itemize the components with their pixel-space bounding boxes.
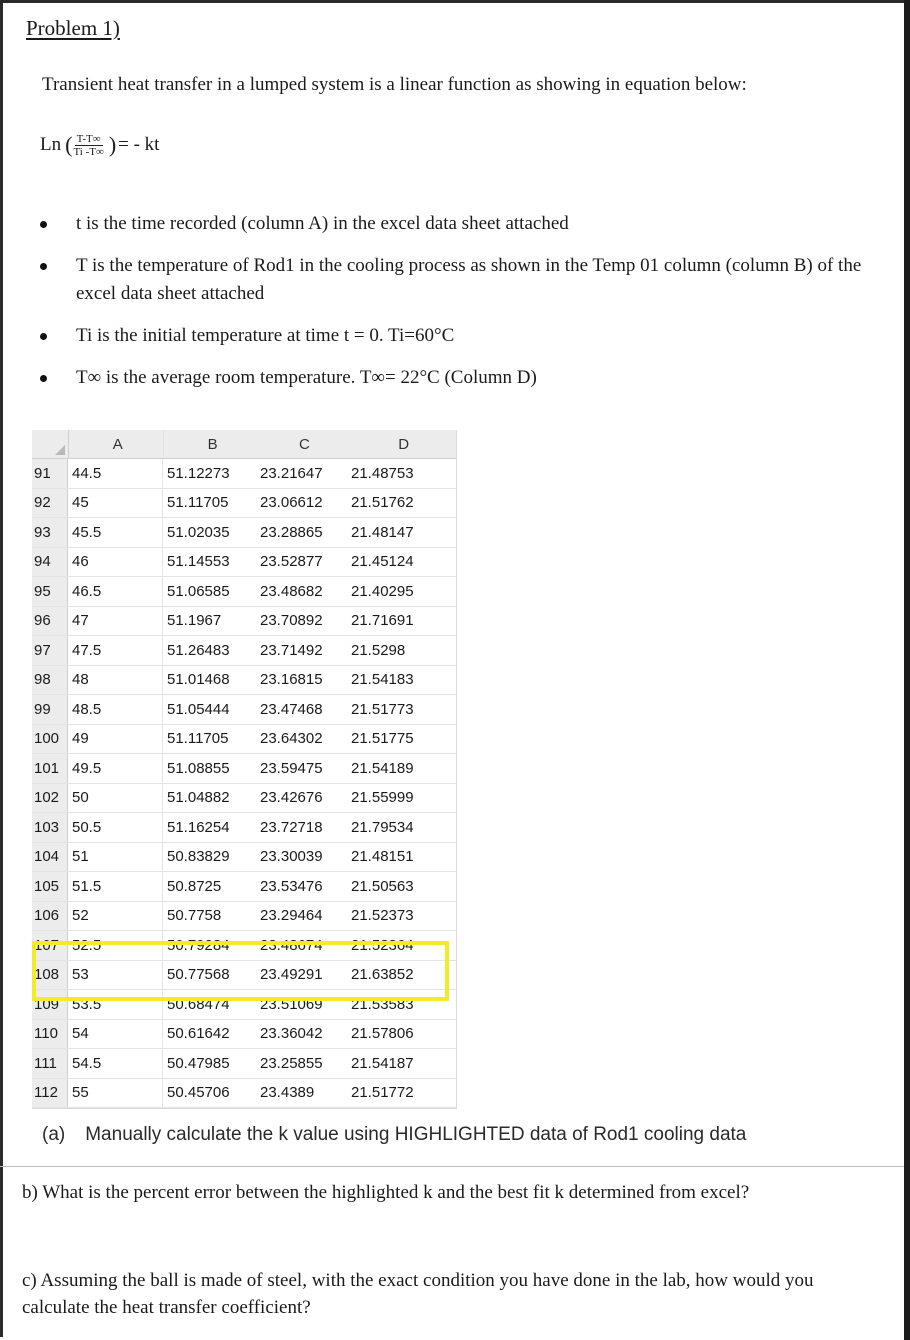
- equation-close-paren: ): [108, 132, 117, 157]
- table-row: [32, 695, 456, 725]
- table-row: [32, 990, 456, 1020]
- row-number: 99: [32, 695, 68, 724]
- bullet-text: T is the temperature of Rod1 in the cooling process as shown in the Temp 01 column (column B) of the excel data sheet attached: [76, 255, 862, 304]
- cell-a: 48.5: [68, 695, 163, 724]
- cell-c: 23.53476: [260, 877, 323, 895]
- cell-a: 48: [68, 666, 163, 695]
- column-header-d: D: [398, 435, 410, 453]
- row-number: 102: [32, 784, 68, 813]
- cell-d: 21.48151: [351, 848, 414, 866]
- intro-text: Transient heat transfer in a lumped system is a linear function as showing in equation below:: [42, 74, 747, 95]
- table-row: [32, 813, 456, 843]
- cell-b: 51.26483: [167, 641, 230, 659]
- cell-b: 50.45706: [167, 1084, 230, 1102]
- cell-d: 21.53583: [351, 995, 414, 1013]
- cell-c: 23.06612: [260, 494, 323, 512]
- bullet-icon: [40, 221, 47, 228]
- equation-numerator: T-T∞: [76, 132, 101, 145]
- cell-d: 21.52373: [351, 907, 414, 925]
- list-item: [36, 210, 896, 238]
- bullet-text: T∞ is the average room temperature. T∞= 22°C (Column D): [76, 367, 537, 388]
- cell-c: 23.16815: [260, 671, 323, 689]
- table-row: [32, 961, 456, 991]
- cell-a: 47.5: [68, 636, 163, 665]
- cell-d: 21.54187: [351, 1054, 414, 1072]
- cell-a: 53.5: [68, 990, 163, 1019]
- table-row: [32, 577, 456, 607]
- row-number: 105: [32, 872, 68, 901]
- list-item: [36, 322, 896, 350]
- cell-d: 21.40295: [351, 582, 414, 600]
- bullet-icon: [40, 333, 47, 340]
- cell-d: 21.54183: [351, 671, 414, 689]
- cell-d: 21.51772: [351, 1084, 414, 1102]
- cell-c: 23.48674: [260, 936, 323, 954]
- table-row: [32, 784, 456, 814]
- row-number: 95: [32, 577, 68, 606]
- cell-b: 51.1967: [167, 612, 222, 630]
- cell-c: 23.42676: [260, 789, 323, 807]
- select-all-corner: [32, 430, 69, 458]
- cell-d: 21.71691: [351, 612, 414, 630]
- row-number: 93: [32, 518, 68, 547]
- table-row: [32, 754, 456, 784]
- cell-c: 23.29464: [260, 907, 323, 925]
- definition-list: [36, 210, 896, 406]
- row-number: 98: [32, 666, 68, 695]
- cell-d: 21.55999: [351, 789, 414, 807]
- question-b: b) What is the percent error between the highlighted k and the best fit k determined from excel?: [22, 1182, 750, 1203]
- cell-c: 23.72718: [260, 818, 323, 836]
- question-a-label: (a): [42, 1124, 66, 1145]
- table-row: [32, 931, 456, 961]
- table-row: [32, 607, 456, 637]
- list-item: [36, 252, 896, 308]
- cell-d: 21.63852: [351, 966, 414, 984]
- cell-c: 23.48682: [260, 582, 323, 600]
- row-number: 108: [32, 961, 68, 990]
- row-number: 96: [32, 607, 68, 636]
- table-row: [32, 1020, 456, 1050]
- cell-b: 51.08855: [167, 759, 230, 777]
- cell-a: 54.5: [68, 1049, 163, 1078]
- cell-a: 52: [68, 902, 163, 931]
- equation-denominator: Ti -T∞: [73, 145, 104, 158]
- cell-c: 23.21647: [260, 464, 323, 482]
- cell-d: 21.51775: [351, 730, 414, 748]
- cell-d: 21.48147: [351, 523, 414, 541]
- cell-b: 51.01468: [167, 671, 230, 689]
- column-header-c: C: [298, 435, 310, 453]
- cell-b: 51.04882: [167, 789, 230, 807]
- row-number: 94: [32, 548, 68, 577]
- bullet-icon: [40, 263, 47, 270]
- cell-a: 50.5: [68, 813, 163, 842]
- cell-a: 50: [68, 784, 163, 813]
- cell-c: 23.59475: [260, 759, 323, 777]
- table-row: [32, 548, 456, 578]
- cell-d: 21.5298: [351, 641, 406, 659]
- cell-a: 53: [68, 961, 163, 990]
- cell-d: 21.45124: [351, 553, 414, 571]
- table-row: [32, 666, 456, 696]
- cell-b: 51.11705: [167, 494, 229, 512]
- row-number: 91: [32, 459, 68, 488]
- cell-b: 51.05444: [167, 700, 230, 718]
- cell-d: 21.51773: [351, 700, 414, 718]
- cell-a: 52.5: [68, 931, 163, 960]
- cell-c: 23.51069: [260, 995, 323, 1013]
- cell-b: 51.11705: [167, 730, 229, 748]
- cell-c: 23.30039: [260, 848, 323, 866]
- cell-a: 54: [68, 1020, 163, 1049]
- cell-c: 23.25855: [260, 1054, 323, 1072]
- cell-c: 23.47468: [260, 700, 323, 718]
- row-number: 104: [32, 843, 68, 872]
- cell-d: 21.51762: [351, 494, 414, 512]
- table-row: [32, 518, 456, 548]
- divider: [0, 1166, 904, 1167]
- cell-b: 50.79284: [167, 936, 230, 954]
- question-c: c) Assuming the ball is made of steel, with the exact condition you have done in the lab, how would you calculate the heat transfer coefficient?: [22, 1270, 814, 1318]
- row-number: 100: [32, 725, 68, 754]
- row-number: 109: [32, 990, 68, 1019]
- cell-b: 50.68474: [167, 995, 230, 1013]
- row-number: 106: [32, 902, 68, 931]
- cell-b: 51.14553: [167, 553, 230, 571]
- cell-a: 55: [68, 1079, 163, 1108]
- cell-a: 45.5: [68, 518, 163, 547]
- cell-c: 23.52877: [260, 553, 323, 571]
- question-a: [42, 1124, 746, 1146]
- cell-a: 51: [68, 843, 163, 872]
- equation: [40, 132, 159, 158]
- cell-b: 50.7758: [167, 907, 222, 925]
- cell-a: 49.5: [68, 754, 163, 783]
- cell-c: 23.71492: [260, 641, 323, 659]
- table-row: [32, 843, 456, 873]
- cell-c: 23.49291: [260, 966, 323, 984]
- row-number: 92: [32, 489, 68, 518]
- cell-a: 46: [68, 548, 163, 577]
- table-row: [32, 1049, 456, 1079]
- cell-a: 45: [68, 489, 163, 518]
- equation-fraction: [73, 133, 103, 158]
- table-row: [32, 1079, 456, 1109]
- cell-b: 51.16254: [167, 818, 230, 836]
- cell-d: 21.48753: [351, 464, 414, 482]
- excel-data-sheet: [32, 430, 457, 1109]
- row-number: 103: [32, 813, 68, 842]
- column-header-a: A: [69, 430, 164, 458]
- cell-a: 49: [68, 725, 163, 754]
- cell-a: 51.5: [68, 872, 163, 901]
- table-row: [32, 725, 456, 755]
- cell-c: 23.36042: [260, 1025, 323, 1043]
- bullet-text: Ti is the initial temperature at time t = 0. Ti=60°C: [76, 325, 455, 346]
- table-row: [32, 636, 456, 666]
- cell-c: 23.70892: [260, 612, 323, 630]
- cell-c: 23.28865: [260, 523, 323, 541]
- column-header-b: B: [207, 435, 218, 453]
- cell-b: 50.8725: [167, 877, 222, 895]
- cell-b: 50.47985: [167, 1054, 230, 1072]
- cell-a: 44.5: [68, 459, 163, 488]
- cell-b: 50.77568: [167, 966, 230, 984]
- cell-b: 51.02035: [167, 523, 230, 541]
- bullet-icon: [40, 375, 47, 382]
- table-row: [32, 872, 456, 902]
- row-number: 112: [32, 1079, 68, 1108]
- table-row: [32, 489, 456, 519]
- question-a-text: Manually calculate the k value using HIGHLIGHTED data of Rod1 cooling data: [85, 1124, 747, 1145]
- row-number: 111: [32, 1049, 68, 1078]
- cell-a: 46.5: [68, 577, 163, 606]
- cell-b: 50.83829: [167, 848, 230, 866]
- row-number: 110: [32, 1020, 68, 1049]
- cell-d: 21.57806: [351, 1025, 414, 1043]
- equation-ln: Ln: [40, 134, 62, 155]
- bullet-text: t is the time recorded (column A) in the excel data sheet attached: [76, 213, 569, 234]
- cell-d: 21.54189: [351, 759, 414, 777]
- list-item: [36, 364, 896, 392]
- cell-b: 51.12273: [167, 464, 230, 482]
- cell-c: 23.4389: [260, 1084, 315, 1102]
- row-number: 97: [32, 636, 68, 665]
- table-row: [32, 902, 456, 932]
- problem-title: Problem 1): [26, 16, 120, 40]
- row-number: 107: [32, 931, 68, 960]
- row-number: 101: [32, 754, 68, 783]
- cell-d: 21.79534: [351, 818, 414, 836]
- cell-d: 21.50563: [351, 877, 414, 895]
- cell-b: 50.61642: [167, 1025, 230, 1043]
- cell-b: 51.06585: [167, 582, 230, 600]
- cell-c: 23.64302: [260, 730, 323, 748]
- cell-a: 47: [68, 607, 163, 636]
- cell-d: 21.52364: [351, 936, 414, 954]
- scrollbar-edge: [904, 0, 910, 1340]
- equation-open-paren: (: [65, 132, 73, 157]
- table-row: [32, 459, 456, 489]
- column-header-row: [32, 430, 456, 459]
- equation-rhs: = - kt: [118, 134, 160, 155]
